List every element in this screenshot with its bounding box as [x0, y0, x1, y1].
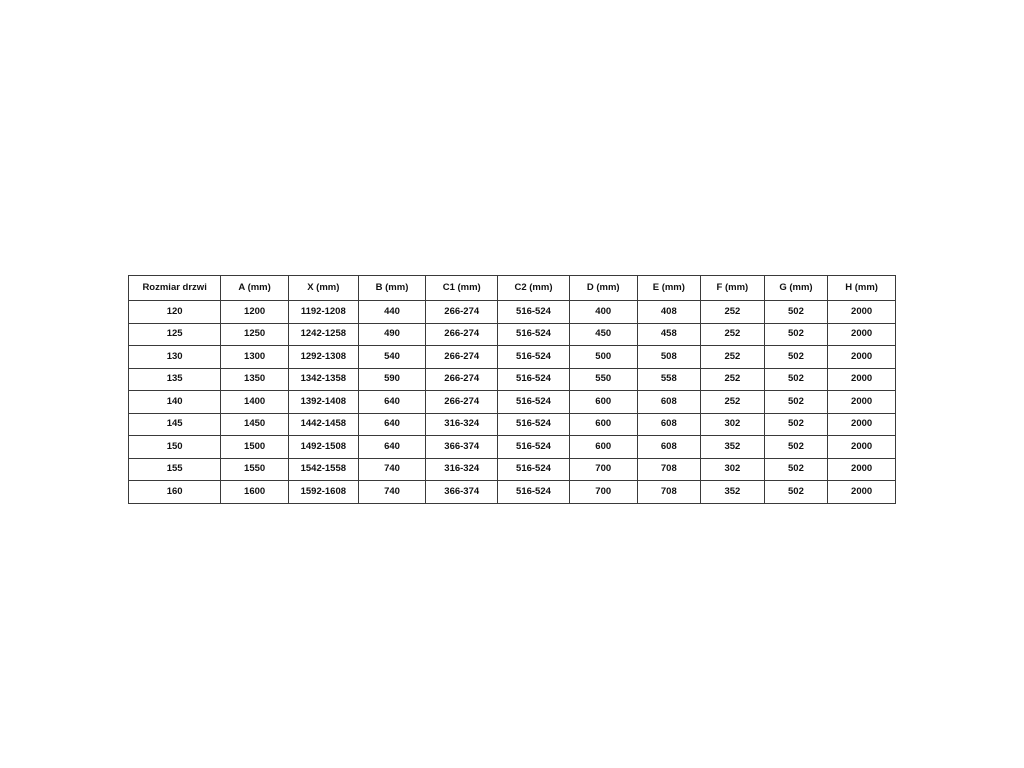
table-cell: 1392-1408 [288, 391, 358, 414]
table-row [129, 458, 896, 481]
table-cell: 540 [358, 346, 426, 369]
table-cell: 140 [129, 391, 221, 414]
column-header-x: X (mm) [288, 276, 358, 301]
table-cell: 502 [764, 391, 828, 414]
table-cell: 508 [637, 346, 701, 369]
table-cell: 600 [569, 413, 637, 436]
table-cell: 1550 [221, 458, 289, 481]
table-row [129, 346, 896, 369]
table-cell: 608 [637, 391, 701, 414]
table-cell: 1242-1258 [288, 323, 358, 346]
specification-table-container [128, 275, 896, 504]
table-cell: 316-324 [426, 458, 498, 481]
column-header-b: B (mm) [358, 276, 426, 301]
column-header-e: E (mm) [637, 276, 701, 301]
table-cell: 1250 [221, 323, 289, 346]
table-row [129, 391, 896, 414]
table-cell: 590 [358, 368, 426, 391]
table-cell: 502 [764, 346, 828, 369]
table-cell: 366-374 [426, 436, 498, 459]
table-cell: 252 [701, 391, 765, 414]
table-cell: 450 [569, 323, 637, 346]
table-cell: 700 [569, 458, 637, 481]
table-cell: 1600 [221, 481, 289, 504]
table-cell: 2000 [828, 436, 896, 459]
table-cell: 2000 [828, 413, 896, 436]
table-row [129, 301, 896, 324]
door-size-specification-table [128, 275, 896, 504]
table-cell: 2000 [828, 346, 896, 369]
table-cell: 516-524 [498, 436, 570, 459]
column-header-f: F (mm) [701, 276, 765, 301]
table-cell: 252 [701, 301, 765, 324]
table-cell: 1400 [221, 391, 289, 414]
table-cell: 125 [129, 323, 221, 346]
column-header-c1: C1 (mm) [426, 276, 498, 301]
table-cell: 1450 [221, 413, 289, 436]
table-cell: 1350 [221, 368, 289, 391]
table-cell: 352 [701, 481, 765, 504]
table-cell: 608 [637, 413, 701, 436]
table-cell: 502 [764, 368, 828, 391]
table-cell: 608 [637, 436, 701, 459]
table-cell: 252 [701, 368, 765, 391]
table-cell: 502 [764, 458, 828, 481]
column-header-g: G (mm) [764, 276, 828, 301]
column-header-a: A (mm) [221, 276, 289, 301]
table-cell: 500 [569, 346, 637, 369]
table-cell: 1300 [221, 346, 289, 369]
column-header-rozmiar-drzwi: Rozmiar drzwi [129, 276, 221, 301]
table-cell: 2000 [828, 481, 896, 504]
table-row [129, 481, 896, 504]
table-cell: 640 [358, 436, 426, 459]
table-header [129, 276, 896, 301]
table-cell: 1442-1458 [288, 413, 358, 436]
table-cell: 516-524 [498, 323, 570, 346]
table-cell: 550 [569, 368, 637, 391]
table-cell: 150 [129, 436, 221, 459]
table-cell: 1592-1608 [288, 481, 358, 504]
table-cell: 302 [701, 458, 765, 481]
table-cell: 502 [764, 481, 828, 504]
table-cell: 640 [358, 413, 426, 436]
table-cell: 1492-1508 [288, 436, 358, 459]
table-cell: 640 [358, 391, 426, 414]
table-cell: 502 [764, 413, 828, 436]
table-cell: 155 [129, 458, 221, 481]
table-cell: 1500 [221, 436, 289, 459]
table-cell: 600 [569, 391, 637, 414]
table-cell: 2000 [828, 458, 896, 481]
table-cell: 1542-1558 [288, 458, 358, 481]
table-cell: 700 [569, 481, 637, 504]
table-cell: 458 [637, 323, 701, 346]
table-cell: 558 [637, 368, 701, 391]
table-cell: 266-274 [426, 368, 498, 391]
table-body [129, 301, 896, 504]
table-cell: 266-274 [426, 323, 498, 346]
table-cell: 1292-1308 [288, 346, 358, 369]
table-cell: 302 [701, 413, 765, 436]
table-row [129, 323, 896, 346]
table-cell: 516-524 [498, 368, 570, 391]
table-cell: 130 [129, 346, 221, 369]
table-cell: 120 [129, 301, 221, 324]
table-cell: 2000 [828, 368, 896, 391]
table-cell: 352 [701, 436, 765, 459]
table-cell: 160 [129, 481, 221, 504]
table-cell: 408 [637, 301, 701, 324]
table-cell: 266-274 [426, 391, 498, 414]
table-cell: 516-524 [498, 413, 570, 436]
table-cell: 502 [764, 436, 828, 459]
table-cell: 502 [764, 301, 828, 324]
table-row [129, 436, 896, 459]
table-cell: 516-524 [498, 346, 570, 369]
table-cell: 1342-1358 [288, 368, 358, 391]
table-cell: 266-274 [426, 346, 498, 369]
table-cell: 400 [569, 301, 637, 324]
table-cell: 516-524 [498, 391, 570, 414]
table-cell: 708 [637, 458, 701, 481]
table-cell: 516-524 [498, 301, 570, 324]
table-cell: 1200 [221, 301, 289, 324]
column-header-h: H (mm) [828, 276, 896, 301]
table-cell: 740 [358, 481, 426, 504]
column-header-d: D (mm) [569, 276, 637, 301]
table-cell: 135 [129, 368, 221, 391]
table-row [129, 368, 896, 391]
table-cell: 316-324 [426, 413, 498, 436]
table-cell: 2000 [828, 323, 896, 346]
table-cell: 440 [358, 301, 426, 324]
table-cell: 252 [701, 346, 765, 369]
table-header-row [129, 276, 896, 301]
table-row [129, 413, 896, 436]
table-cell: 502 [764, 323, 828, 346]
table-cell: 708 [637, 481, 701, 504]
table-cell: 490 [358, 323, 426, 346]
table-cell: 145 [129, 413, 221, 436]
table-cell: 252 [701, 323, 765, 346]
column-header-c2: C2 (mm) [498, 276, 570, 301]
table-cell: 740 [358, 458, 426, 481]
table-cell: 366-374 [426, 481, 498, 504]
table-cell: 516-524 [498, 458, 570, 481]
table-cell: 1192-1208 [288, 301, 358, 324]
table-cell: 600 [569, 436, 637, 459]
table-cell: 516-524 [498, 481, 570, 504]
table-cell: 2000 [828, 391, 896, 414]
table-cell: 2000 [828, 301, 896, 324]
table-cell: 266-274 [426, 301, 498, 324]
